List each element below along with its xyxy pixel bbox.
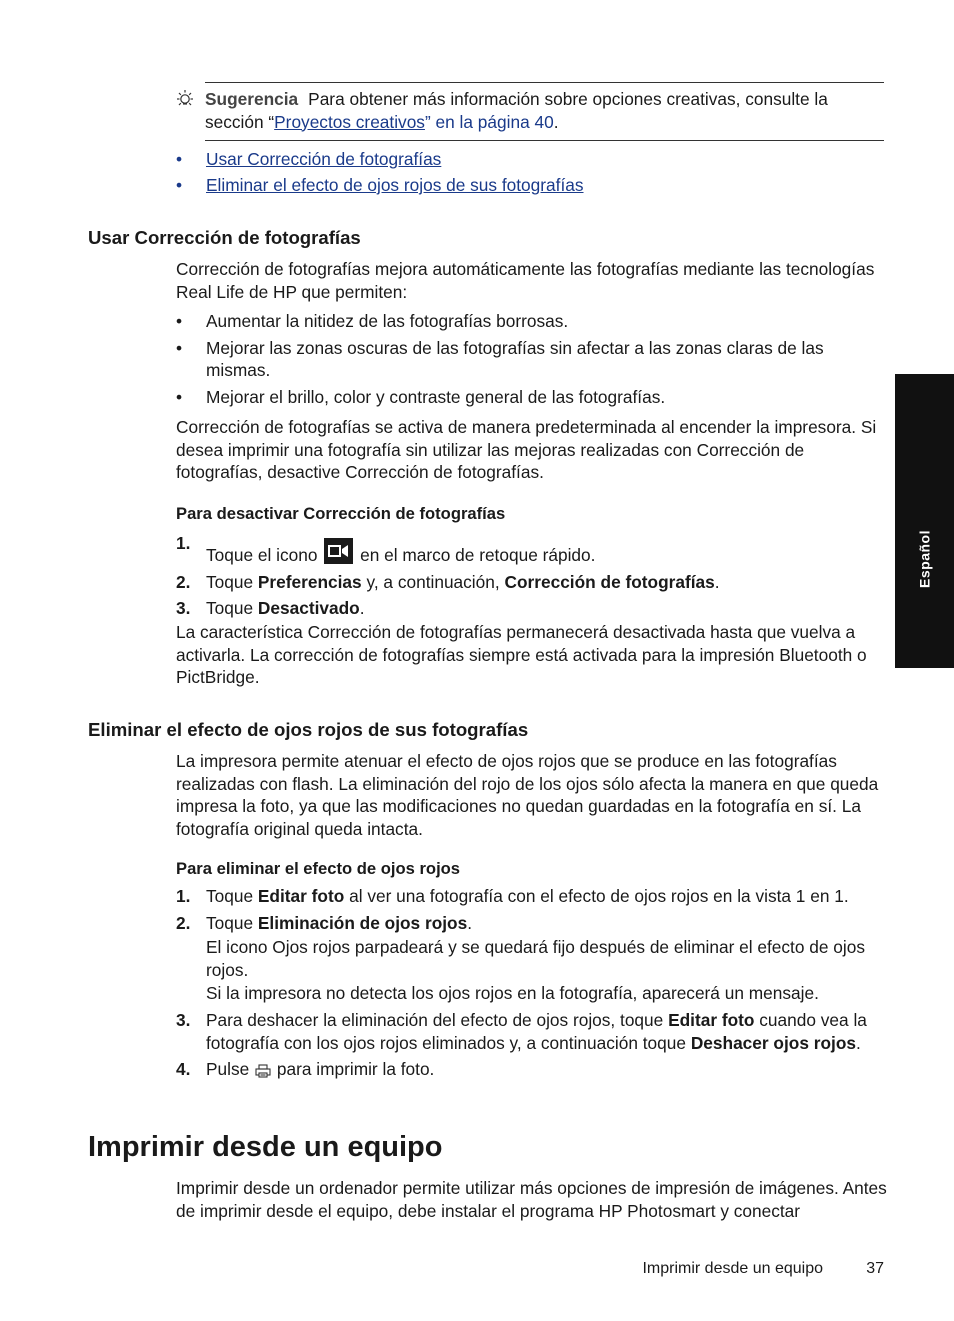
link-red-eye[interactable]: Eliminar el efecto de ojos rojos de sus fotografías <box>206 175 584 196</box>
step-item: 3. Toque Desactivado. <box>176 598 365 619</box>
footer-title: Imprimir desde un equipo <box>642 1260 823 1277</box>
chapter-intro: Imprimir desde un ordenador permite utilizar más opciones de impresión de imágenes. Antes de imprimir desde el equipo, debe instalar el programa HP Photosmart y conectar <box>176 1178 887 1221</box>
page-number: 37 <box>866 1260 884 1277</box>
step-note: El icono Ojos rojos parpadeará y se quedará fijo después de eliminar el efecto de ojos rojos. <box>206 937 865 980</box>
section-heading-red-eye: Eliminar el efecto de ojos rojos de sus fotografías <box>88 719 529 740</box>
tip-top-rule <box>205 82 884 83</box>
tip-bottom-rule <box>205 140 884 141</box>
creative-projects-link[interactable]: Proyectos creativos <box>274 111 425 132</box>
section1-closing: La característica Corrección de fotografías permanecerá desactivada hasta que vuelva a activarla. La corrección de fotografías siempre está activada para la impresión Bluetooth o PictBridge. <box>176 622 867 688</box>
list-item: • Mejorar las zonas oscuras de las fotografías sin afectar a las zonas claras de las mismas. <box>176 337 888 382</box>
section1-intro: Corrección de fotografías mejora automáticamente las fotografías mediante las tecnologías Real Life de HP que permiten: <box>176 259 875 302</box>
chapter-heading: Imprimir desde un equipo <box>88 1131 443 1163</box>
list-item: • Mejorar el brillo, color y contraste general de las fotografías. <box>176 386 888 409</box>
step-item: 2. Toque Preferencias y, a continuación, Corrección de fotografías. <box>176 571 720 592</box>
step-item: 3. Para deshacer la eliminación del efecto de ojos rojos, toque Editar foto cuando vea la fotografía con los ojos rojos eliminados y, a continuación toque Deshacer ojos rojos. <box>176 1009 867 1053</box>
procedure-title-red-eye: Para eliminar el efecto de ojos rojos <box>176 859 461 878</box>
tip-label: Sugerencia <box>205 89 299 109</box>
section-heading-photo-fix: Usar Corrección de fotografías <box>88 227 361 248</box>
step-item: 4. Pulse para imprimir la foto. <box>176 1059 435 1080</box>
language-label: Español <box>916 530 933 589</box>
step-note: Si la impresora no detecta los ojos rojos en la fotografía, aparecerá un mensaje. <box>206 983 819 1004</box>
link-photo-fix[interactable]: Usar Corrección de fotografías <box>206 149 442 169</box>
section2-steps <box>176 885 888 1085</box>
section1-para2: Corrección de fotografías se activa de manera predeterminada al encender la impresora. Si desea imprimir una fotografía sin utilizar las mejoras realizadas con Corrección de fotografías, desactive Corrección de fotografías. <box>176 417 877 483</box>
step-item: 1. Toque el icono en el marco de retoque rápido. <box>176 533 596 565</box>
quick-touchup-icon <box>324 538 353 564</box>
step-item: 1. Toque Editar foto al ver una fotografía con el efecto de ojos rojos en la vista 1 en 1. <box>176 886 849 906</box>
list-item: • Eliminar el efecto de ojos rojos de sus fotografías <box>176 175 584 196</box>
language-side-tab <box>895 374 954 668</box>
step-item: 2. Toque Eliminación de ojos rojos. El icono Ojos rojos parpadeará y se quedará fijo después de eliminar el efecto de ojos rojos. Si la impresora no detecta los ojos rojos en la fotografía, aparecerá un mensaje. <box>176 912 888 1005</box>
lightbulb-icon <box>174 89 196 111</box>
section1-steps <box>176 532 888 624</box>
section1-bullets <box>176 310 888 412</box>
section2-intro: La impresora permite atenuar el efecto de ojos rojos que se produce en las fotografías realizadas con flash. La eliminación del rojo de los ojos sólo afecta la manera en que queda impresa la foto, ya que las modificaciones no quedan guardadas en la fotografía en sí. La fotografía original queda intacta. <box>176 751 879 839</box>
tip-text: Sugerencia Para obtener más información sobre opciones creativas, consulte la sección “Proyectos creativos” en la página 40. <box>205 89 828 132</box>
procedure-title-disable: Para desactivar Corrección de fotografías <box>176 504 506 523</box>
print-icon <box>255 1061 271 1075</box>
section-links <box>176 148 876 200</box>
list-item: • Aumentar la nitidez de las fotografías borrosas. <box>176 310 888 333</box>
list-item: • Usar Corrección de fotografías <box>176 149 442 169</box>
